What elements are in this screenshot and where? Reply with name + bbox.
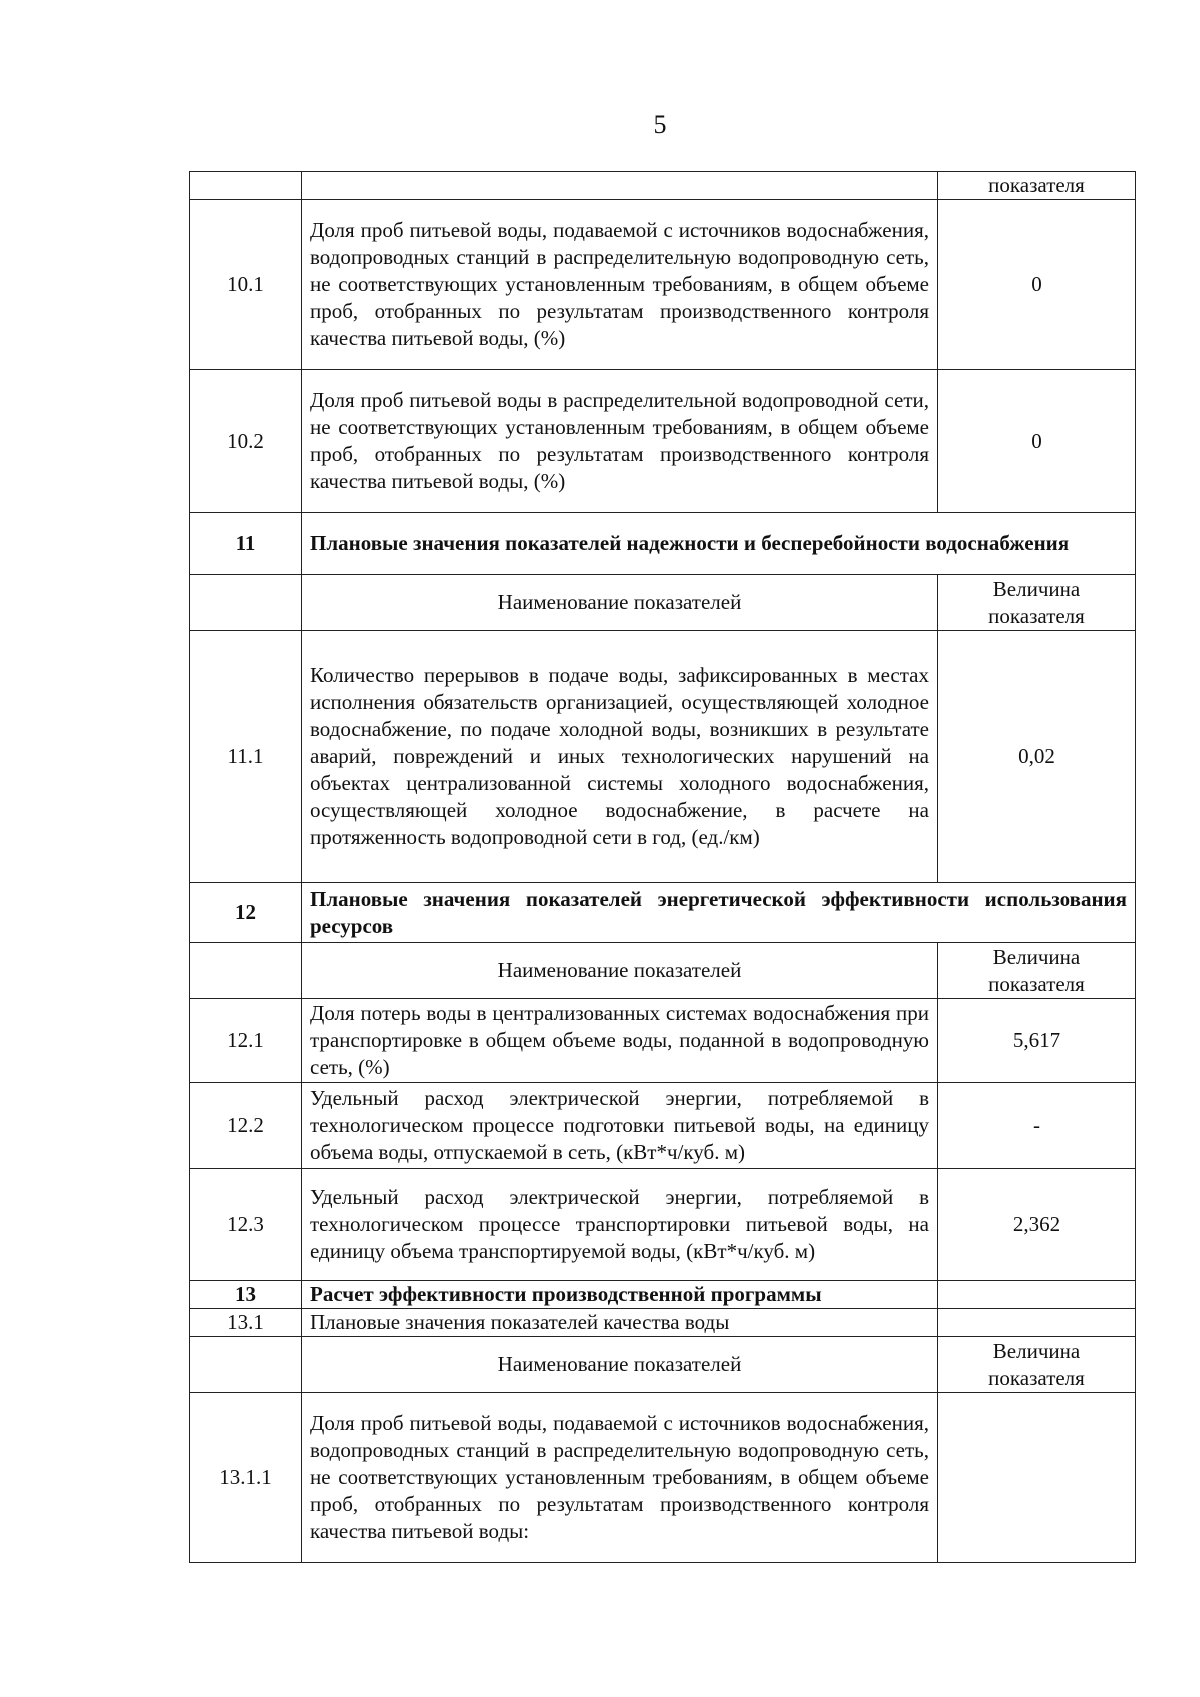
empty-cell bbox=[190, 1337, 302, 1393]
name-header: Наименование показателей bbox=[302, 1337, 938, 1393]
table-row bbox=[190, 1309, 1136, 1337]
empty-cell bbox=[938, 1309, 1136, 1337]
row-number: 11.1 bbox=[190, 631, 302, 883]
empty-cell bbox=[938, 1281, 1136, 1309]
row-text: Количество перерывов в подаче воды, зафиксированных в местах исполнения обязательств организацией, осуществляющей холодное водоснабжение, по подаче холодной воды, возникших в результате аварий, повреждений и иных технологических нарушений на объектах централизованной системы холодного водоснабжения, осуществляющей холодное водоснабжение, в расчете на протяженность водопроводной сети в год, (ед./км) bbox=[302, 631, 938, 883]
column-header-row bbox=[190, 943, 1136, 999]
row-text: Доля проб питьевой воды, подаваемой с источников водоснабжения, водопроводных станций в распределительную водопроводную сеть, не соответствующих установленным требованиям, в общем объеме проб, отобранных по результатам производственного контроля качества питьевой воды, (%) bbox=[302, 200, 938, 370]
value-header: Величина показателя bbox=[938, 943, 1136, 999]
section-row bbox=[190, 513, 1136, 575]
table-row bbox=[190, 200, 1136, 370]
row-value bbox=[938, 1393, 1136, 1563]
table-row bbox=[190, 999, 1136, 1083]
table-row bbox=[190, 1083, 1136, 1169]
name-header: Наименование показателей bbox=[302, 575, 938, 631]
table-row bbox=[190, 631, 1136, 883]
value-header: Величина показателя bbox=[938, 575, 1136, 631]
row-text: Плановые значения показателей качества воды bbox=[302, 1309, 938, 1337]
row-value: 0 bbox=[938, 200, 1136, 370]
row-value: 0 bbox=[938, 370, 1136, 513]
empty-cell bbox=[190, 943, 302, 999]
name-header: Наименование показателей bbox=[302, 943, 938, 999]
row-text: Доля проб питьевой воды в распределительной водопроводной сети, не соответствующих установленным требованиям, в общем объеме проб, отобранных по результатам производственного контроля качества питьевой воды, (%) bbox=[302, 370, 938, 513]
row-number: 13.1.1 bbox=[190, 1393, 302, 1563]
row-number: 10.2 bbox=[190, 370, 302, 513]
empty-cell bbox=[302, 172, 938, 200]
table-row bbox=[190, 370, 1136, 513]
page-number: 5 bbox=[653, 110, 667, 139]
indicators-table bbox=[189, 171, 1136, 1563]
value-header: показателя bbox=[938, 172, 1136, 200]
section-number: 13 bbox=[190, 1281, 302, 1309]
row-value: 2,362 bbox=[938, 1169, 1136, 1281]
row-number: 13.1 bbox=[190, 1309, 302, 1337]
empty-cell bbox=[190, 172, 302, 200]
section-title: Расчет эффективности производственной программы bbox=[302, 1281, 938, 1309]
value-header: Величина показателя bbox=[938, 1337, 1136, 1393]
row-number: 12.3 bbox=[190, 1169, 302, 1281]
row-value: 0,02 bbox=[938, 631, 1136, 883]
row-number: 10.1 bbox=[190, 200, 302, 370]
table-row bbox=[190, 172, 1136, 200]
row-text: Удельный расход электрической энергии, потребляемой в технологическом процессе подготовки питьевой воды, на единицу объема воды, отпускаемой в сеть, (кВт*ч/куб. м) bbox=[302, 1083, 938, 1169]
section-number: 11 bbox=[190, 513, 302, 575]
table-row bbox=[190, 1393, 1136, 1563]
row-text: Доля проб питьевой воды, подаваемой с источников водоснабжения, водопроводных станций в распределительную водопроводную сеть, не соответствующих установленным требованиям, в общем объеме проб, отобранных по результатам производственного контроля качества питьевой воды: bbox=[302, 1393, 938, 1563]
table-row bbox=[190, 1169, 1136, 1281]
section-row bbox=[190, 883, 1136, 943]
row-value: - bbox=[938, 1083, 1136, 1169]
section-number: 12 bbox=[190, 883, 302, 943]
row-text: Удельный расход электрической энергии, потребляемой в технологическом процессе транспортировки питьевой воды, на единицу объема транспортируемой воды, (кВт*ч/куб. м) bbox=[302, 1169, 938, 1281]
column-header-row bbox=[190, 575, 1136, 631]
section-row bbox=[190, 1281, 1136, 1309]
column-header-row bbox=[190, 1337, 1136, 1393]
section-title: Плановые значения показателей энергетической эффективности использования ресурсов bbox=[302, 883, 1136, 943]
empty-cell bbox=[190, 575, 302, 631]
row-number: 12.1 bbox=[190, 999, 302, 1083]
row-value: 5,617 bbox=[938, 999, 1136, 1083]
row-text: Доля потерь воды в централизованных системах водоснабжения при транспортировке в общем объеме воды, поданной в водопроводную сеть, (%) bbox=[302, 999, 938, 1083]
section-title: Плановые значения показателей надежности и бесперебойности водоснабжения bbox=[302, 513, 1136, 575]
row-number: 12.2 bbox=[190, 1083, 302, 1169]
